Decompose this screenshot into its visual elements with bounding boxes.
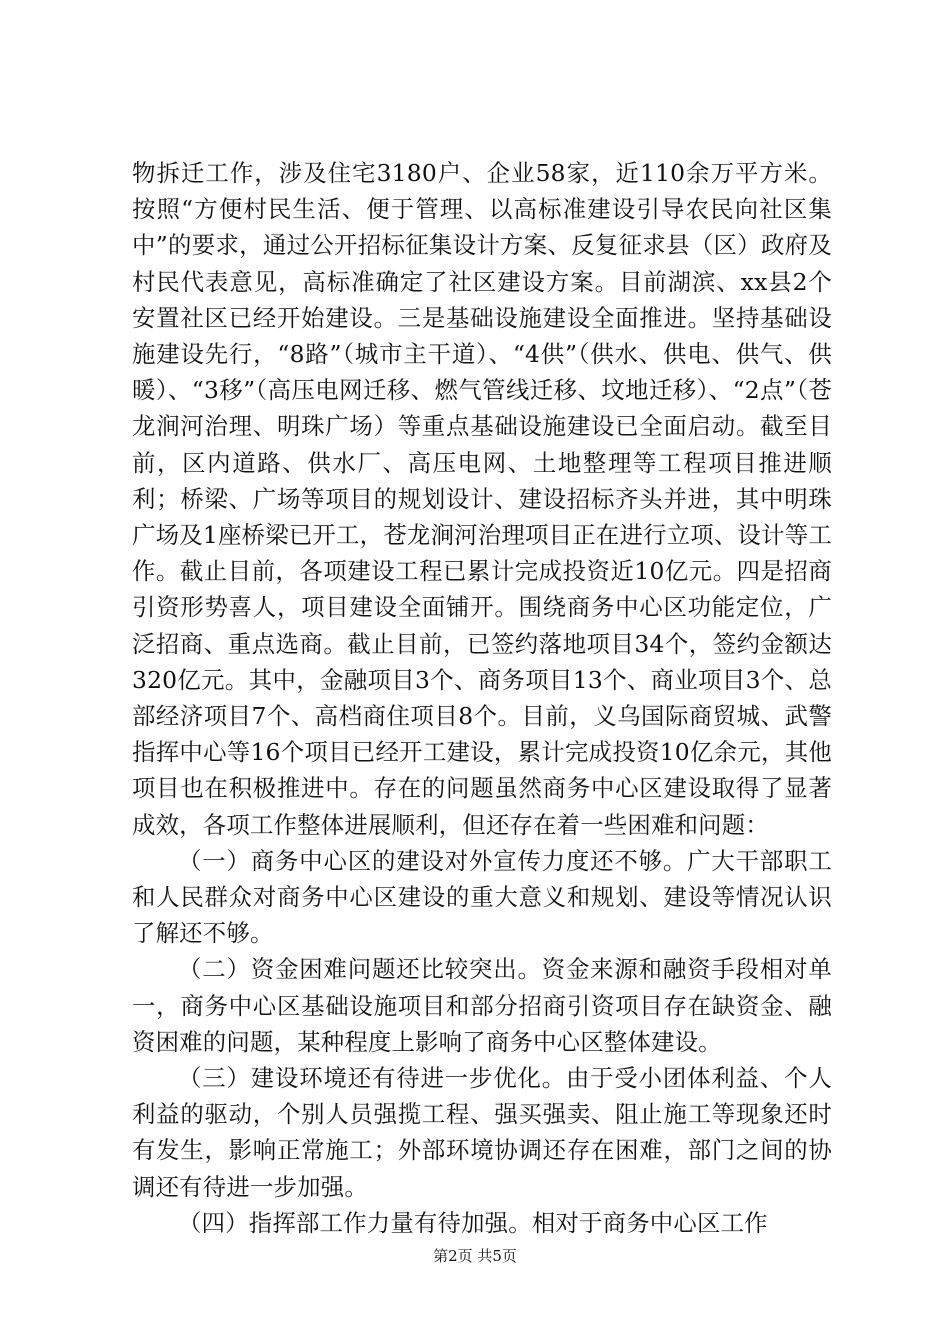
paragraph-continued: 物拆迁工作，涉及住宅3180户、企业58家，近110余万平方米。按照“方便村民生活、便于管理、以高标准建设引导农民向社区集中”的要求，通过公开招标征集设计方案、反复征求县（区）政府及村民代表意见，高标准确定了社区建设方案。目前湖滨、xx县2个安置社区已经开始建设。三是基础设施建设全面推进。坚持基础设施建设先行，“8路”（城市主干道）、“4供”（供水、供电、供气、供暖）、“3移”（高压电网迁移、燃气管线迁移、坟地迁移）、“2点”（苍龙涧河治理、明珠广场）等重点基础设施建设已全面启动。截至目前，区内道路、供水厂、高压电网、土地整理等工程项目推进顺利；桥梁、广场等项目的规划设计、建设招标齐头并进，其中明珠广场及1座桥梁已开工，苍龙涧河治理项目正在进行立项、设计等工作。截止目前，各项建设工程已累计完成投资近10亿元。四是招商引资形势喜人，项目建设全面铺开。围绕商务中心区功能定位，广泛招商、重点选商。截止目前，已签约落地项目34个，签约金额达320亿元。其中，金融项目3个、商务项目13个、商业项目3个、总部经济项目7个、高档商住项目8个。目前，义乌国际商贸城、武警指挥中心等16个项目已经开工建设，累计完成投资10亿余元，其他项目也在积极推进中。存在的问题虽然商务中心区建设取得了显著成效，各项工作整体进展顺利，但还存在着一些困难和问题： xyxy=(132,159,832,839)
paragraph-issue-4: （四）指挥部工作力量有待加强。相对于商务中心区工作 xyxy=(178,1208,768,1237)
paragraph-issue-3: （三）建设环境还有待进一步优化。由于受小团体利益、个人利益的驱动，个别人员强揽工程、强买强卖、阻止施工等现象还时有发生，影响正常施工；外部环境协调还存在困难，部门之间的协调还有待进一步加强。 xyxy=(132,1064,832,1201)
paragraph-issue-1: （一）商务中心区的建设对外宣传力度还不够。广大干部职工和人民群众对商务中心区建设的重大意义和规划、建设等情况认识了解还不够。 xyxy=(132,846,832,948)
body-text xyxy=(132,155,832,1241)
paragraph-issue-2: （二）资金困难问题还比较突出。资金来源和融资手段相对单一，商务中心区基础设施项目和部分招商引资项目存在缺资金、融资困难的问题，某种程度上影响了商务中心区整体建设。 xyxy=(132,955,832,1056)
page-number-footer: 第2页 共5页 xyxy=(433,1247,517,1265)
